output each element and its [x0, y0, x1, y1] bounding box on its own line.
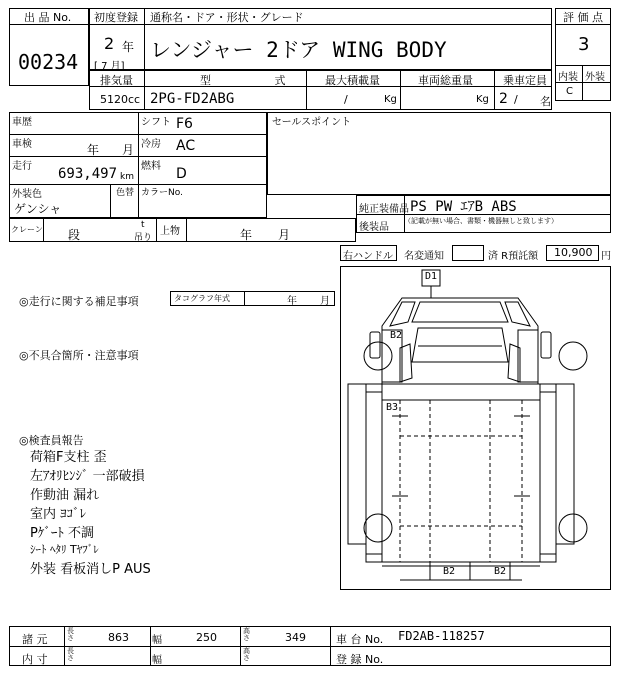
inspection-month-unit: 月: [122, 143, 135, 157]
inspector-line: Pｹﾞｰﾄ 不調: [30, 526, 94, 541]
inspector-line: 作動油 漏れ: [30, 488, 100, 503]
name-label: 通称名・ドア・形状・グレード: [150, 11, 304, 24]
body-month-unit: 月: [278, 228, 291, 242]
body-label: 上物: [160, 226, 180, 237]
aftermarket-label: 後装品: [359, 222, 389, 233]
aftermarket-note: （記載が無い場合、書類・機器無しと致します）: [404, 217, 558, 225]
inner-height-label: 高さ: [243, 647, 250, 662]
exterior-label: 外装: [585, 72, 605, 83]
interior-value: C: [566, 86, 573, 97]
rear-right-wheel: [559, 514, 587, 542]
recycle-unit: 円: [601, 251, 611, 262]
steering-value: 右ハンドル: [343, 251, 393, 262]
capacity-label: 乗車定員: [503, 74, 547, 87]
model-label: 型 式: [200, 74, 316, 87]
tacho-label: タコグラフ年式: [174, 294, 230, 303]
color-no-label: カラーNo.: [141, 188, 183, 198]
mileage-label: 走行: [12, 161, 32, 172]
displacement-label: 排気量: [100, 74, 133, 87]
first-reg-month-bracket: [ 7 月]: [94, 61, 125, 72]
driving-notes-label: ◎走行に関する補足事項: [19, 295, 139, 308]
inner-dim-label: 内 寸: [22, 653, 48, 666]
defects-label: ◎不具合箇所・注意事項: [19, 349, 139, 362]
width-value: 250: [196, 631, 217, 644]
body-year-unit: 年: [240, 228, 253, 242]
max-load-label: 最大積載量: [325, 74, 380, 87]
chassis-value: FD2AB-118257: [398, 629, 485, 643]
crane-label: クレーン: [11, 225, 43, 234]
year-unit: 年: [122, 40, 135, 54]
windshield: [412, 302, 508, 322]
interior-label: 内装: [558, 72, 578, 83]
inspector-label: ◎検査員報告: [19, 434, 84, 447]
shift-label: シフト: [141, 117, 171, 128]
registration-label: 登 録 No.: [336, 653, 384, 666]
inspector-line: 外装 看板消しP AUS: [30, 562, 151, 577]
model-value: 2PG-FD2ABG: [150, 91, 235, 107]
equipment-label: 純正装備品: [359, 204, 409, 215]
color-value: ゲンシャ: [14, 202, 62, 216]
displacement-value: 5120: [100, 93, 128, 106]
grade-value: 3: [578, 34, 590, 55]
length-label: 長さ: [67, 627, 74, 642]
inspector-line: 荷箱F支柱 歪: [30, 450, 107, 465]
recycle-value: 10,900: [554, 246, 593, 259]
history-label: 車歴: [12, 117, 32, 128]
front-right-wheel: [559, 342, 587, 370]
cargo-body: [382, 384, 540, 562]
fuel-label: 燃料: [141, 161, 161, 172]
left-mirror: [370, 332, 380, 358]
name-change-label: 名変通知: [404, 251, 444, 262]
truck-diagram: [340, 266, 611, 590]
max-load-value: /: [344, 93, 348, 106]
ac-value: AC: [176, 138, 196, 154]
damage-mark-b2-cab: B2: [390, 330, 403, 341]
spec-label: 諸 元: [22, 633, 48, 646]
crane-row: [9, 218, 356, 242]
vehicle-name: レンジャー 2ドア WING BODY: [150, 38, 447, 62]
width-label: 幅: [152, 635, 162, 646]
gross-weight-unit: Kg: [476, 94, 489, 105]
cab-outline: [382, 298, 538, 384]
ac-label: 冷房: [141, 139, 161, 150]
tacho-year-unit: 年: [287, 296, 297, 307]
sales-point-label: セールスポイント: [272, 117, 352, 128]
capacity-sep: /: [514, 93, 518, 106]
crane-ton-bottom: 吊り: [134, 233, 153, 243]
height-value: 349: [285, 631, 306, 644]
inspection-year-unit: 年: [87, 143, 100, 157]
gross-weight-label: 車両総重量: [418, 74, 473, 87]
damage-mark-b2-rear-left: B2: [443, 566, 456, 577]
fuel-value: D: [176, 166, 187, 182]
name-change-box: [452, 245, 484, 261]
grade-label: 評 価 点: [563, 11, 603, 24]
first-reg-month: 7: [101, 61, 108, 72]
inner-width-label: 幅: [152, 655, 162, 666]
lot-number: 00234: [18, 50, 79, 74]
inspector-line: ｼｰﾄ ﾍﾀﾘ Tﾔﾌﾞﾚ: [30, 543, 99, 556]
first-reg-year: 2: [104, 34, 115, 53]
crane-ton-top: t: [141, 220, 145, 230]
damage-mark-b3: B3: [386, 402, 399, 413]
length-value: 863: [108, 631, 129, 644]
chassis-label: 車 台 No.: [336, 633, 384, 646]
month-unit: 月: [110, 61, 121, 72]
damage-mark-b2-rear-right: B2: [494, 566, 507, 577]
first-reg-label: 初度登録: [94, 11, 138, 24]
mileage-unit: km: [120, 172, 134, 182]
inspection-label: 車検: [12, 139, 32, 150]
capacity-unit: 名: [540, 95, 551, 108]
equipment-value: PS PW ｴｱB ABS: [410, 199, 517, 215]
damage-mark-d1: D1: [425, 271, 438, 282]
inspector-line: 左ｱｵﾘﾋﾝｼﾞ 一部破損: [30, 469, 145, 484]
inspector-line: 室内 ﾖｺﾞﾚ: [30, 507, 87, 522]
lot-label: 出 品 No.: [24, 11, 72, 24]
recycle-label: 済 R預託額: [488, 251, 539, 262]
tacho-month-unit: 月: [320, 296, 330, 307]
shift-value: F6: [176, 116, 193, 132]
crane-stage-unit: 段: [68, 228, 81, 242]
right-mirror: [541, 332, 551, 358]
front-left-wheel: [364, 342, 392, 370]
height-label: 高さ: [243, 627, 250, 642]
color-change-label: 色替: [116, 188, 135, 198]
color-label: 外装色: [12, 189, 42, 200]
max-load-unit: Kg: [384, 94, 397, 105]
inner-length-label: 長さ: [67, 647, 74, 662]
mileage-value: 693,497: [58, 166, 118, 182]
displacement-unit: cc: [128, 93, 141, 106]
rear-left-wheel: [364, 514, 392, 542]
capacity-value: 2: [499, 91, 508, 107]
